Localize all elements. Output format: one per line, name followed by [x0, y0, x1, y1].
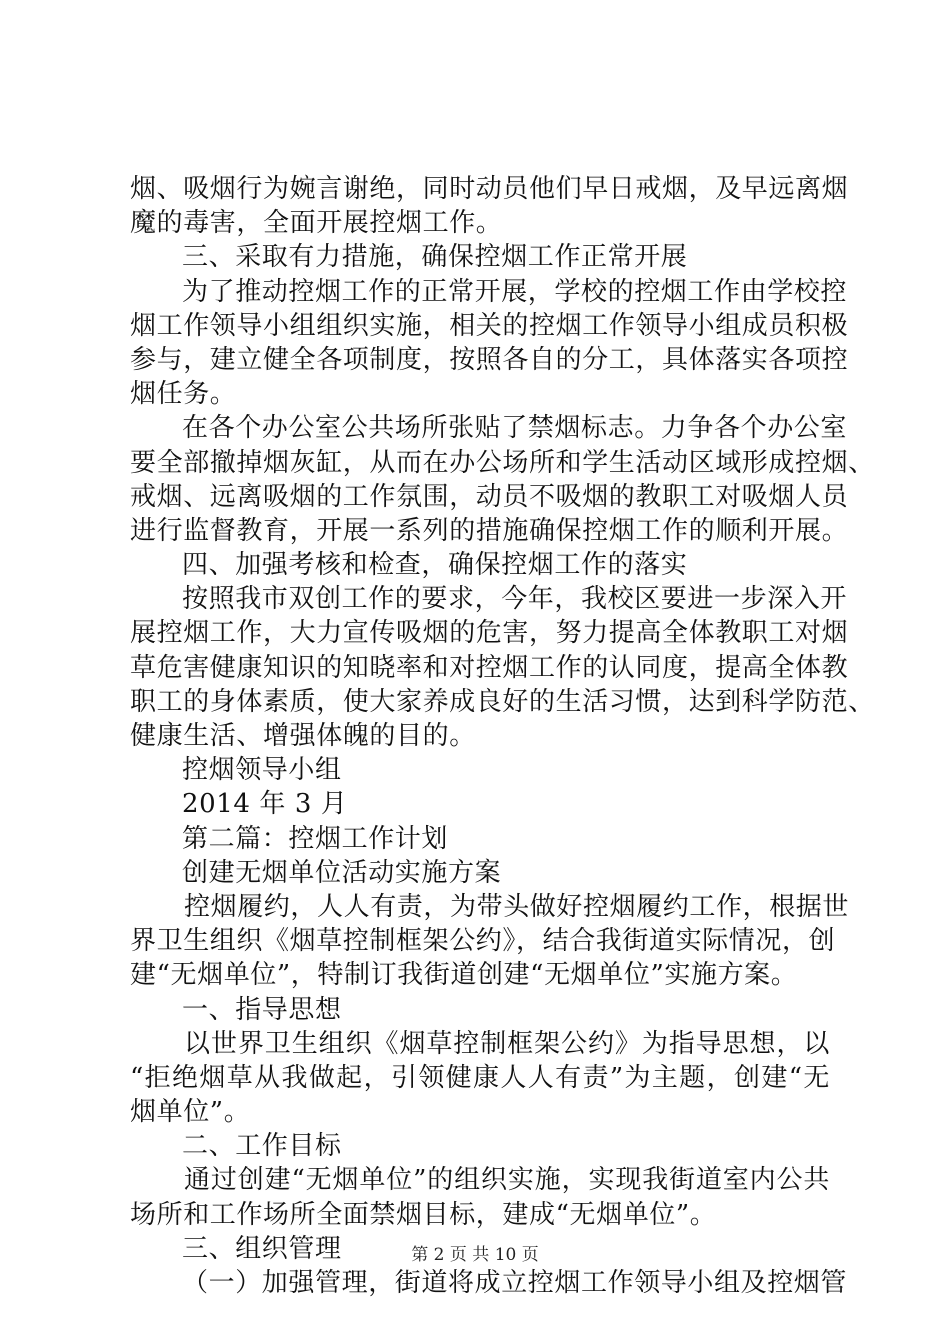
text-line: 按照我市双创工作的要求，今年，我校区要进一步深入开 — [182, 584, 848, 615]
text-line: 烟、吸烟行为婉言谢绝，同时动员他们早日戒烟，及早远离烟 — [130, 174, 849, 204]
text-line: 职工的身体素质，使大家养成良好的生活习惯，达到科学防范、 — [130, 686, 875, 717]
text-line: 界卫生组织《烟草控制框架公约》，结合我街道实际情况，创 — [130, 926, 836, 957]
text-line: 参与，建立健全各项制度，按照各自的分工，具体落实各项控 — [130, 344, 849, 375]
text-line: 烟任务。 — [130, 379, 237, 410]
text-line: “拒绝烟草从我做起，引领健康人人有责”为主题，创建“无 — [130, 1062, 830, 1093]
text-line: 场所和工作场所全面禁烟目标，建成“无烟单位”。 — [130, 1199, 717, 1230]
signature-org: 控烟领导小组 — [182, 755, 342, 786]
section-heading: 三、组织管理 — [182, 1233, 342, 1264]
text-line: 健康生活、增强体魄的目的。 — [130, 721, 476, 751]
text-line: 烟单位”。 — [130, 1097, 251, 1128]
signature-date: 2014 年 3 月 — [182, 789, 348, 820]
text-line: 控烟履约，人人有责，为带头做好控烟履约工作，根据世 — [184, 891, 850, 922]
text-line: 草危害健康知识的知晓率和对控烟工作的认同度，提高全体教 — [130, 652, 849, 683]
page-footer: 第 2 页 共 10 页 — [411, 1245, 539, 1265]
chapter-title: 第二篇：控烟工作计划 — [182, 823, 449, 854]
text-line: 进行监督教育，开展一系列的措施确保控烟工作的顺利开展。 — [130, 515, 849, 546]
section-heading: 三、采取有力措施，确保控烟工作正常开展 — [182, 242, 688, 273]
text-line: 展控烟工作，大力宣传吸烟的危害，努力提高全体教职工对烟 — [130, 618, 849, 649]
text-line: 要全部撤掉烟灰缸，从而在办公场所和学生活动区域形成控烟、 — [130, 447, 875, 478]
text-line: 建“无烟单位”，特制订我街道创建“无烟单位”实施方案。 — [130, 960, 798, 991]
text-line: （一）加强管理，街道将成立控烟工作领导小组及控烟管 — [182, 1268, 848, 1298]
text-line: 以世界卫生组织《烟草控制框架公约》为指导思想，以 — [184, 1028, 830, 1059]
text-line: 通过创建“无烟单位”的组织实施，实现我街道室内公共 — [184, 1165, 830, 1196]
text-line: 戒烟、远离吸烟的工作氛围，动员不吸烟的教职工对吸烟人员 — [130, 481, 849, 512]
section-heading: 四、加强考核和检查，确保控烟工作的落实 — [182, 550, 688, 581]
text-line: 魔的毒害，全面开展控烟工作。 — [130, 208, 503, 239]
section-heading: 一、指导思想 — [182, 994, 342, 1025]
text-line: 为了推动控烟工作的正常开展，学校的控烟工作由学校控 — [182, 276, 848, 307]
text-line: 在各个办公室公共场所张贴了禁烟标志。力争各个办公室 — [182, 413, 848, 444]
section-heading: 二、工作目标 — [182, 1131, 342, 1162]
document-body — [130, 172, 875, 1300]
text-line: 烟工作领导小组组织实施，相关的控烟工作领导小组成员积极 — [130, 310, 849, 341]
plan-title: 创建无烟单位活动实施方案 — [182, 857, 502, 888]
